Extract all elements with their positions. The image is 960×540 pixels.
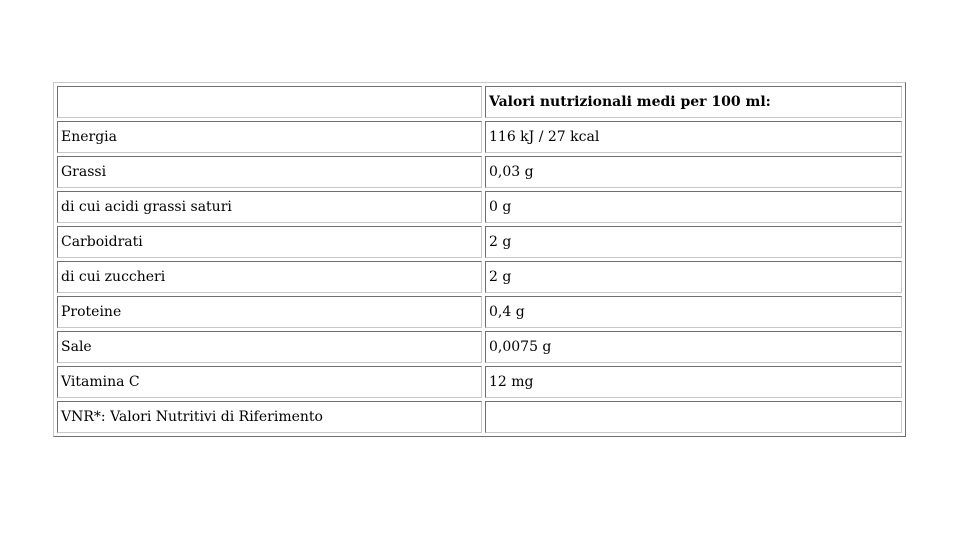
table-row — [57, 191, 902, 223]
nutrient-value: 2 g — [485, 226, 902, 258]
header-label-cell — [57, 86, 482, 118]
table-row — [57, 296, 902, 328]
nutrient-label: Grassi — [57, 156, 482, 188]
nutrient-label: Sale — [57, 331, 482, 363]
nutrient-value: 12 mg — [485, 366, 902, 398]
table-header-row — [57, 86, 902, 118]
nutrient-label: Carboidrati — [57, 226, 482, 258]
nutrient-label: Energia — [57, 121, 482, 153]
nutrient-label: di cui zuccheri — [57, 261, 482, 293]
nutrient-value: 0,03 g — [485, 156, 902, 188]
nutrient-value: 0,4 g — [485, 296, 902, 328]
table-row — [57, 331, 902, 363]
footnote-label: VNR*: Valori Nutritivi di Riferimento — [57, 401, 482, 433]
nutrient-value: 0,0075 g — [485, 331, 902, 363]
table-row — [57, 366, 902, 398]
nutrient-label: Proteine — [57, 296, 482, 328]
table-row — [57, 121, 902, 153]
nutrient-value: 0 g — [485, 191, 902, 223]
nutrient-value: 116 kJ / 27 kcal — [485, 121, 902, 153]
nutrient-value: 2 g — [485, 261, 902, 293]
nutrient-label: Vitamina C — [57, 366, 482, 398]
table-row — [57, 156, 902, 188]
table-row — [57, 226, 902, 258]
header-value-cell: Valori nutrizionali medi per 100 ml: — [485, 86, 902, 118]
table-row — [57, 401, 902, 433]
nutrient-label: di cui acidi grassi saturi — [57, 191, 482, 223]
nutrition-table — [53, 82, 906, 437]
table-row — [57, 261, 902, 293]
footnote-value — [485, 401, 902, 433]
